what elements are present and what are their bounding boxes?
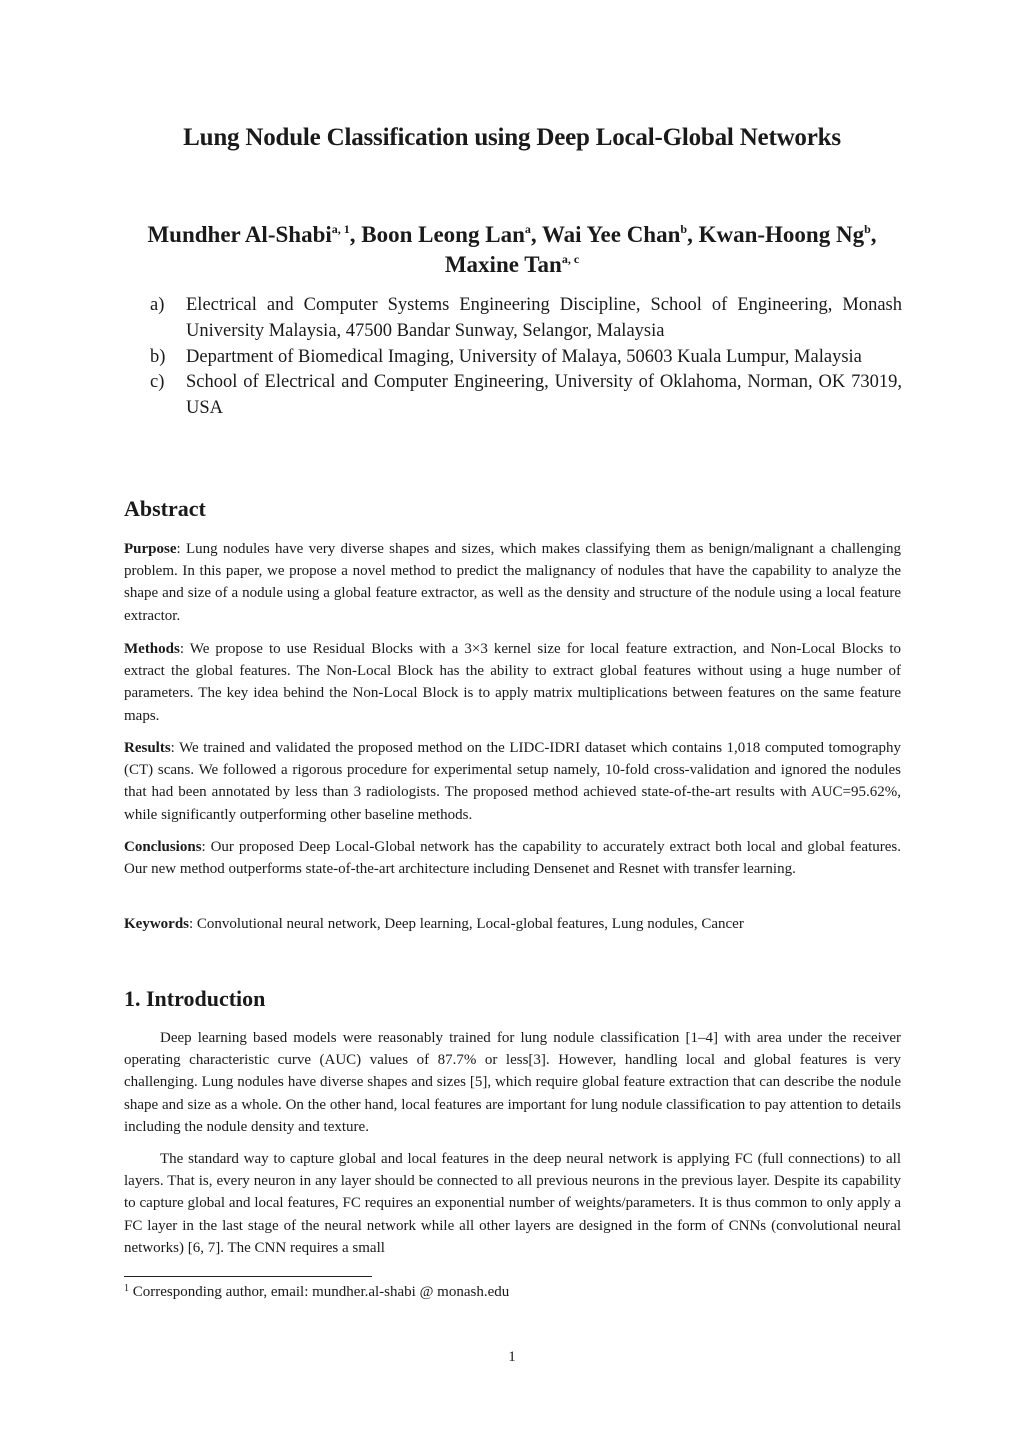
introduction-paragraph: Deep learning based models were reasonably trained for lung nodule classification [1–4] with area under the receiver operating characteristic curve (AUC) values of 87.7% or less[3]. However, handling local and global features is very challenging. Lung nodules have diverse shapes and sizes [5], which require global feature extraction that can describe the nodule shape and size as a whole. On the other hand, local features are important for lung nodule classification to pay attention to details including the nodule density and texture. [124, 1030, 901, 1135]
abstract-methods: Methods: We propose to use Residual Blocks with a 3×3 kernel size for local feature extraction, and Non-Local Blocks to extract the global features. The Non-Local Block has the ability to extract global features without using a huge number of parameters. The key idea behind the Non-Local Block is to apply matrix multiplications between features on the same feature maps. [124, 641, 901, 724]
author-list [140, 220, 884, 280]
affiliation-label: c) [150, 372, 165, 393]
abstract-heading: Abstract [124, 496, 206, 521]
page-number: 1 [508, 1349, 516, 1365]
author: Kwan-Hoong Ng$^b$, [698, 222, 877, 247]
footnote-divider [124, 1276, 372, 1277]
author: Maxine Tan$^{a, c}$ [444, 252, 580, 277]
affiliation-label: a) [150, 295, 165, 315]
affiliation-text: Electrical and Computer Systems Engineering Discipline, School of Engineering, Monash University Malaysia, 47500 Bandar Sunway, Selangor, Malaysia [186, 295, 902, 341]
affiliation-item [150, 370, 902, 422]
author: Mundher Al-Shabi$^{a, 1}$, [147, 222, 362, 247]
abstract-purpose: Purpose: Lung nodules have very diverse shapes and sizes, which makes classifying them as benign/malignant a challenging problem. In this paper, we propose a novel method to predict the malignancy of nodules that have the capability to analyze the shape and size of a nodule using a global feature extractor, as well as the density and structure of the nodule using a local feature extractor. [124, 541, 901, 624]
affiliation-text: Department of Biomedical Imaging, University of Malaya, 50603 Kuala Lumpur, Malaysia [186, 346, 862, 367]
affiliation-item [150, 293, 902, 345]
abstract-keywords: Keywords: Convolutional neural network, Deep learning, Local-global features, Lung nodules, Cancer [124, 916, 744, 932]
abstract-results: Results: We trained and validated the proposed method on the LIDC-IDRI dataset which contains 1,018 computed tomography (CT) scans. We followed a rigorous procedure for experimental setup namely, 10-fold cross-validation and ignored the nodules that had been annotated by less than 3 radiologists. The proposed method achieved state-of-the-art results with AUC=95.62%, while significantly outperforming other baseline methods. [124, 740, 901, 823]
footnote: $^1$ Corresponding author, email: mundher.al-shabi @ monash.edu [124, 1283, 510, 1300]
introduction-heading: 1. Introduction [124, 986, 266, 1011]
affiliation-text: School of Electrical and Computer Engineering, University of Oklahoma, Norman, OK 73019, USA [186, 372, 902, 419]
affiliation-item [150, 345, 902, 371]
affiliation-list [150, 293, 902, 422]
author: Boon Leong Lan$^a$, [361, 222, 542, 247]
affiliation-label: b) [150, 346, 166, 367]
paper-title: Lung Nodule Classification using Deep Local-Global Networks [183, 124, 841, 151]
introduction-paragraph: The standard way to capture global and local features in the deep neural network is applying FC (full connections) to all layers. That is, every neuron in any layer should be connected to all previous neurons in the previous layer. Despite its capability to capture global and local features, FC requires an exponential number of weights/parameters. It is thus common to only apply a FC layer in the last stage of the neural network while all other layers are designed in the form of CNNs (convolutional neural networks) [6, 7]. The CNN requires a small [124, 1151, 901, 1256]
author: Wai Yee Chan$^b$, [541, 222, 699, 247]
abstract-conclusions: Conclusions: Our proposed Deep Local-Global network has the capability to accurately extract both local and global features. Our new method outperforms state-of-the-art architecture including Densenet and Resnet with transfer learning. [124, 839, 901, 878]
